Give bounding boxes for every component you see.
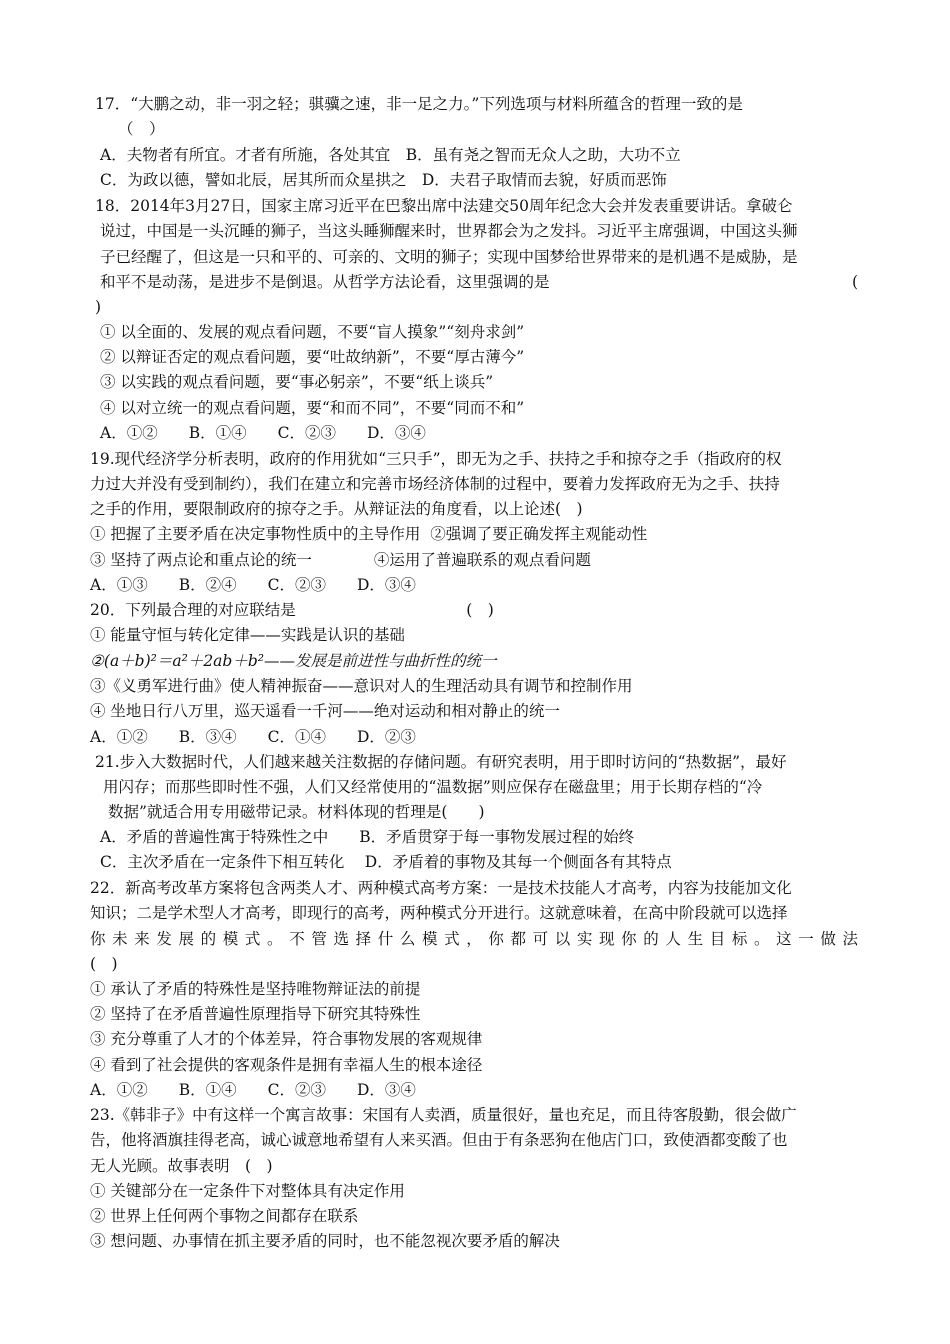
- q17-stem: 17．“大鹏之动，非一羽之轻；骐骥之速，非一足之力。”下列选项与材料所蕴含的哲理一致的是: [95, 95, 743, 113]
- q20-statement-3: ③《义勇军进行曲》使人精神振奋——意识对人的生理活动具有调节和控制作用: [90, 677, 633, 695]
- q20-stem: 20．下列最合理的对应联结是 ( ): [90, 601, 494, 619]
- q22-stem-line: 你未来发展的模式。不管选择什么模式，你都可以实现你的人生目标。这一做法: [90, 930, 858, 948]
- q18-stem-line: 说过，中国是一头沉睡的狮子，当这头睡狮醒来时，世界都会为之发抖。习近平主席强调，中国这头狮: [100, 222, 798, 240]
- q20-statement-1: ① 能量守恒与转化定律——实践是认识的基础: [90, 626, 405, 644]
- q20-statement-2: ②(a＋b)²＝a²＋2ab＋b²——发展是前进性与曲折性的统一: [90, 652, 497, 670]
- q17-answer-paren: （ ）: [118, 120, 165, 138]
- q19-statements-3-4: ③ 坚持了两点论和重点论的统一 ④运用了普遍联系的观点看问题: [90, 551, 591, 569]
- q22-options: A．①② B．①④ C．②③ D．③④: [90, 1081, 416, 1099]
- q19-options: A．①③ B．②④ C．②③ D．③④: [90, 576, 416, 594]
- q22-statement-3: ③ 充分尊重了人才的个体差异，符合事物发展的客观规律: [90, 1030, 483, 1048]
- q22-stem-line: 知识；二是学术型人才高考，即现行的高考，两种模式分开进行。这就意味着，在高中阶段就可以选择: [90, 904, 788, 922]
- q23-stem-line: 告，他将酒旗挂得老高，诚心诚意地希望有人来买酒。但由于有条恶狗在他店门口，致使酒都变酸了也: [90, 1131, 788, 1149]
- q22-statement-1: ① 承认了矛盾的特殊性是坚持唯物辩证法的前提: [90, 980, 421, 998]
- q18-answer-paren-open: (: [852, 273, 859, 291]
- q23-stem-line: 23.《韩非子》中有这样一个寓言故事：宋国有人卖酒，质量很好，量也充足，而且待客殷勤，很会做广: [90, 1106, 797, 1124]
- q18-statement-2: ② 以辩证否定的观点看问题，要“吐故纳新”，不要“厚古薄今”: [100, 348, 525, 366]
- q17-options-ab: A．夫物者有所宜。才者有所施，各处其宜 B．虽有尧之智而无众人之助，大功不立: [100, 146, 681, 164]
- q23-statement-1: ① 关键部分在一定条件下对整体具有决定作用: [90, 1182, 405, 1200]
- q22-statement-2: ② 坚持了在矛盾普遍性原理指导下研究其特殊性: [90, 1005, 421, 1023]
- q22-answer-paren: ( ): [90, 955, 118, 973]
- q19-stem-line: 之手的作用，要限制政府的掠夺之手。从辩证法的角度看，以上论述( ): [90, 500, 583, 518]
- q18-answer-paren-close: ): [95, 298, 102, 316]
- q22-stem-line: 22．新高考改革方案将包含两类人才、两种模式高考方案：一是技术技能人才高考，内容为技能加文化: [90, 879, 792, 897]
- q21-stem-line: 用闪存；而那些即时性不强，人们又经常使用的“温数据”则应保存在磁盘里；用于长期存档的“冷: [103, 778, 763, 796]
- q22-statement-4: ④ 看到了社会提供的客观条件是拥有幸福人生的根本途径: [90, 1056, 483, 1074]
- q23-statement-2: ② 世界上任何两个事物之间都存在联系: [90, 1207, 359, 1225]
- q20-statement-4: ④ 坐地日行八万里，巡天遥看一千河——绝对运动和相对静止的统一: [90, 702, 560, 720]
- q18-statement-3: ③ 以实践的观点看问题，要“事必躬亲”，不要“纸上谈兵”: [100, 373, 494, 391]
- q21-stem-line: 21.步入大数据时代，人们越来越关注数据的存储问题。有研究表明，用于即时访问的“热数据”，最好: [95, 753, 787, 771]
- q20-options: A．①② B．③④ C．①④ D．②③: [90, 728, 416, 746]
- q23-stem-line: 无人光顾。故事表明 ( ): [90, 1157, 273, 1175]
- q21-stem-line: 数据”就适合用专用磁带记录。材料体现的哲理是( ): [108, 803, 485, 821]
- q19-stem-line: 力过大并没有受到制约），我们在建立和完善市场经济体制的过程中，要着力发挥政府无为之手、扶持: [90, 475, 780, 493]
- q18-stem-line: 18．2014年3月27日，国家主席习近平在巴黎出席中法建交50周年纪念大会并发表重要讲话。拿破仑: [95, 197, 793, 215]
- q23-statement-3: ③ 想问题、办事情在抓主要矛盾的同时，也不能忽视次要矛盾的解决: [90, 1232, 560, 1250]
- q19-stem-line: 19.现代经济学分析表明，政府的作用犹如“三只手”，即无为之手、扶持之手和掠夺之手（指政府的权: [90, 450, 782, 468]
- q18-options: A．①② B．①④ C．②③ D．③④: [100, 424, 426, 442]
- q19-statements-1-2: ① 把握了主要矛盾在决定事物性质中的主导作用 ②强调了要正确发挥主观能动性: [90, 525, 648, 543]
- q21-options-cd: C．主次矛盾在一定条件下相互转化 D．矛盾着的事物及其每一个侧面各有其特点: [100, 853, 672, 871]
- q18-stem-line: 和平不是动荡，是进步不是倒退。从哲学方法论看，这里强调的是: [100, 273, 550, 291]
- q21-options-ab: A．矛盾的普遍性寓于特殊性之中 B．矛盾贯穿于每一事物发展过程的始终: [100, 828, 635, 846]
- q18-statement-1: ① 以全面的、发展的观点看问题，不要“盲人摸象”“刻舟求剑”: [100, 323, 525, 341]
- q18-statement-4: ④ 以对立统一的观点看问题，要“和而不同”，不要“同而不和”: [100, 399, 525, 417]
- q17-options-cd: C．为政以德，譬如北辰，居其所而众星拱之 D．夫君子取情而去貌，好质而恶饰: [100, 171, 667, 189]
- q18-stem-line: 子已经醒了，但这是一只和平的、可亲的、文明的狮子；实现中国梦给世界带来的是机遇不是威胁，是: [100, 248, 798, 266]
